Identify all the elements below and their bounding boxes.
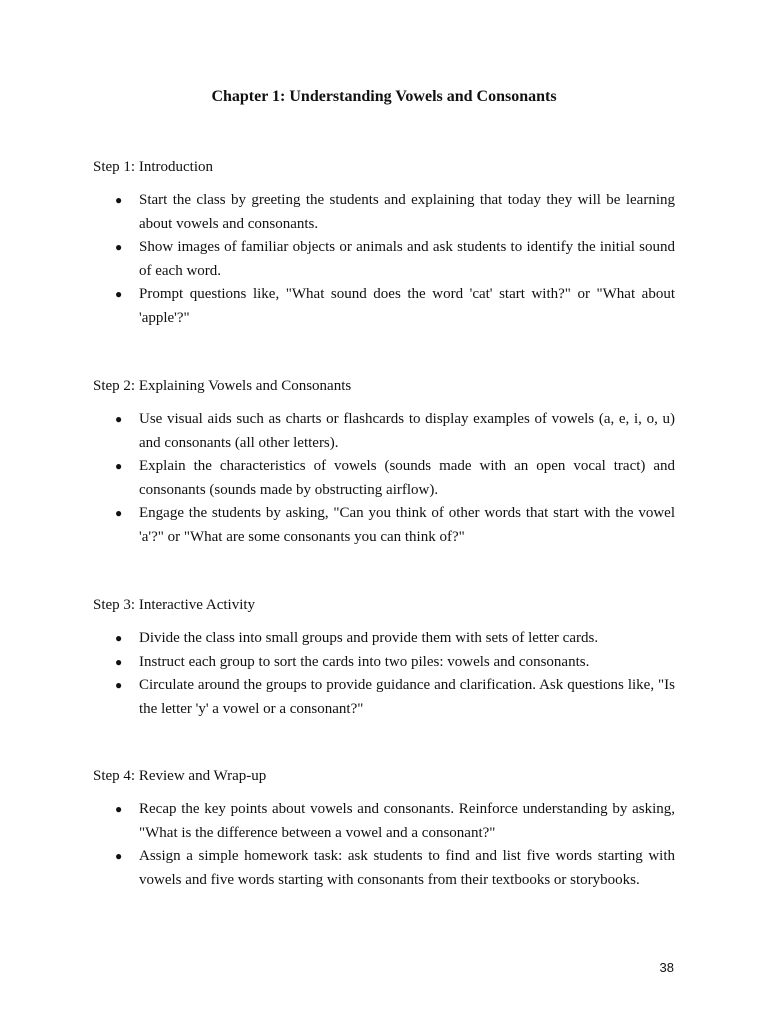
step-1-section [93,155,675,330]
bullet-icon: ● [115,654,123,669]
list-item [93,651,675,675]
list-item-text: Recap the key points about vowels and consonants. Reinforce understanding by asking, "What is the difference between a vowel and a consonant?" [139,801,675,841]
list-item [93,283,675,330]
bullet-icon: ● [115,849,123,863]
step-1-bullet-list [93,189,675,330]
step-3-bullet-list [93,627,675,721]
step-4-bullet-list [93,798,675,892]
step-2-bullet-list [93,408,675,549]
list-item [93,627,675,651]
list-item-text: Divide the class into small groups and provide them with sets of letter cards. [139,630,599,646]
step-2-section [93,374,675,549]
list-item-text: Explain the characteristics of vowels (sounds made with an open vocal tract) and consonants (sounds made by obstructing airflow). [139,458,675,498]
step-3-heading: Step 3: Interactive Activity [93,597,256,613]
page-number: 38 [659,960,674,975]
list-item [93,845,675,892]
list-item-text: Use visual aids such as charts or flashcards to display examples of vowels (a, e, i, o, u) and consonants (all other letters). [139,411,675,451]
bullet-icon: ● [115,678,123,692]
list-item-text: Assign a simple homework task: ask students to find and list five words starting with vowels and five words starting with consonants from their textbooks or storybooks. [139,848,675,888]
list-item-text: Circulate around the groups to provide guidance and clarification. Ask questions like, "Is the letter 'y' a vowel or a consonant?" [139,677,675,717]
bullet-icon: ● [115,240,123,254]
list-item [93,798,675,845]
chapter-title: Chapter 1: Understanding Vowels and Consonants [211,88,557,105]
list-item-text: Start the class by greeting the students and explaining that today they will be learning about vowels and consonants. [139,192,675,232]
list-item [93,502,675,549]
list-item [93,408,675,455]
step-4-section [93,764,675,892]
list-item-text: Show images of familiar objects or animals and ask students to identify the initial sound of each word. [139,239,675,279]
list-item [93,236,675,283]
list-item [93,189,675,236]
step-2-heading: Step 2: Explaining Vowels and Consonants [93,378,352,394]
bullet-icon: ● [115,459,123,473]
bullet-icon: ● [115,412,123,426]
bullet-icon: ● [115,193,123,207]
bullet-icon: ● [115,802,123,816]
list-item-text: Instruct each group to sort the cards into two piles: vowels and consonants. [139,653,590,670]
bullet-icon: ● [115,506,123,520]
step-3-section [93,593,675,721]
bullet-icon: ● [115,631,123,645]
bullet-icon: ● [115,287,123,301]
step-1-heading: Step 1: Introduction [93,159,213,175]
list-item-text: Prompt questions like, "What sound does the word 'cat' start with?" or "What about 'apple'?" [139,286,675,326]
list-item-text: Engage the students by asking, "Can you think of other words that start with the vowel 'a'?" or "What are some consonants you can think of?" [139,505,675,545]
list-item [93,455,675,502]
list-item [93,674,675,721]
step-4-heading: Step 4: Review and Wrap-up [93,768,267,784]
